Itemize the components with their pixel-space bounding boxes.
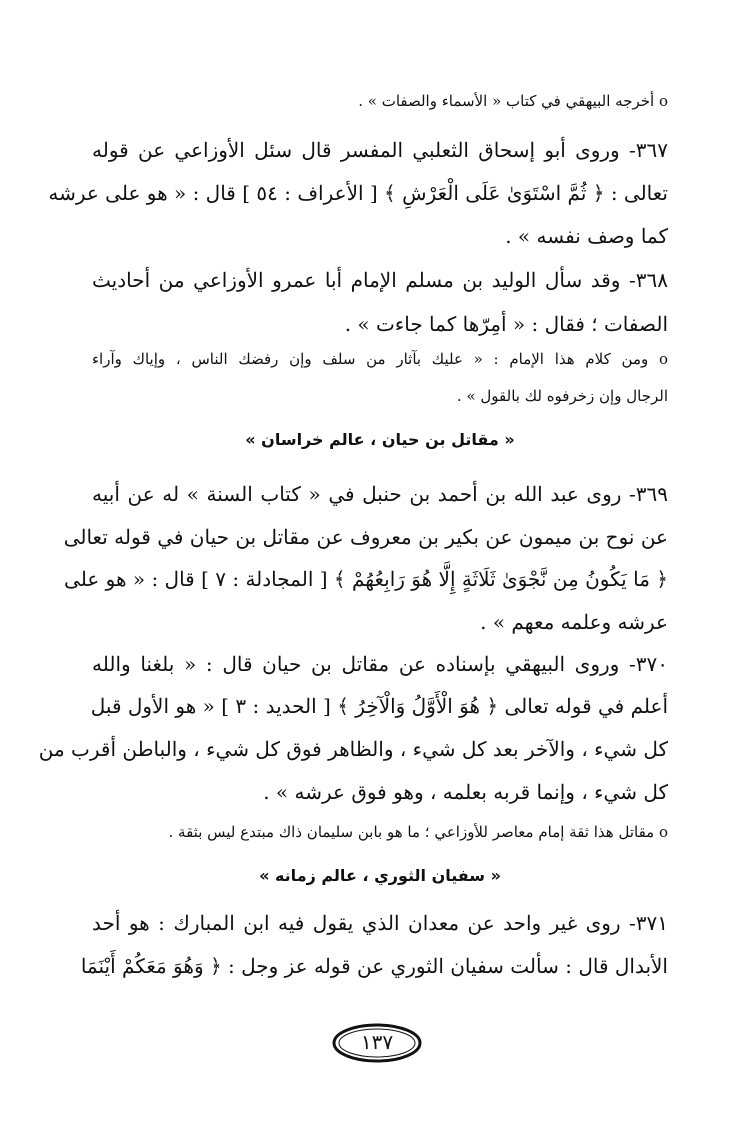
footnote-line: الرجال وإن زخرفوه لك بالقول » . <box>456 387 668 405</box>
narration-line: كل شيء ، وإنما قربه بعلمه ، وهو فوق عرشه » . <box>263 780 668 804</box>
narration-line: الأبدال قال : سألت سفيان الثوري عن قوله عز وجل : ﴿ وَهُوَ مَعَكُمْ أَيْنَمَا <box>80 954 668 978</box>
narration-line: أعلم في قوله تعالى ﴿ هُوَ الْأَوَّلُ وَالْآخِرُ ﴾ [ الحديد : ٣ ] « هو الأول قبل <box>90 694 668 718</box>
narration-line: عرشه وعلمه معهم » . <box>480 610 668 634</box>
narration-line: عن نوح بن ميمون عن بكير بن معروف عن مقاتل بن حيان في قوله تعالى <box>63 525 668 549</box>
narration-line: الصفات ؛ فقال : « أمِرّها كما جاءت » . <box>344 312 668 336</box>
section-heading: « سفيان الثوري ، عالم زمانه » <box>259 866 501 885</box>
narration-line: ٣٦٩- روى عبد الله بن أحمد بن حنبل في « كتاب السنة » له عن أبيه <box>92 482 668 506</box>
footnote-line: o ومن كلام هذا الإمام : « عليك بآثار من سلف وإن رفضك الناس ، وإياك وآراء <box>92 350 668 368</box>
narration-line: ٣٧١- روى غير واحد عن معدان الذي يقول فيه ابن المبارك : هو أحد <box>92 911 668 935</box>
narration-line: ٣٦٨- وقد سأل الوليد بن مسلم الإمام أبا عمرو الأوزاعي من أحاديث <box>92 268 668 292</box>
narration-line: كل شيء ، والآخر بعد كل شيء ، والظاهر فوق كل شيء ، والباطن أقرب من <box>38 737 668 761</box>
narration-line: كما وصف نفسه » . <box>505 224 668 248</box>
narration-line: ٣٦٧- وروى أبو إسحاق الثعلبي المفسر قال سئل الأوزاعي عن قوله <box>92 138 668 162</box>
footnote-line: o مقاتل هذا ثقة إمام معاصر للأوزاعي ؛ ما هو بابن سليمان ذاك مبتدع ليس بثقة . <box>168 823 668 841</box>
page-number-badge <box>331 1022 423 1064</box>
page-number: ١٣٧ <box>360 1030 394 1054</box>
narration-line: ﴿ مَا يَكُونُ مِن نَّجْوَىٰ ثَلَاثَةٍ إِلَّا هُوَ رَابِعُهُمْ ﴾ [ المجادلة : ٧ ] قال : « هو على <box>64 567 668 591</box>
narration-line: ٣٧٠- وروى البيهقي بإسناده عن مقاتل بن حيان قال : « بلغنا والله <box>92 652 668 676</box>
section-heading: « مقاتل بن حيان ، عالم خراسان » <box>245 430 515 449</box>
narration-line: تعالى : ﴿ ثُمَّ اسْتَوَىٰ عَلَى الْعَرْشِ ﴾ [ الأعراف : ٥٤ ] قال : « هو على عرشه <box>48 181 668 205</box>
footnote-line: o أخرجه البيهقي في كتاب « الأسماء والصفات » . <box>358 92 668 110</box>
